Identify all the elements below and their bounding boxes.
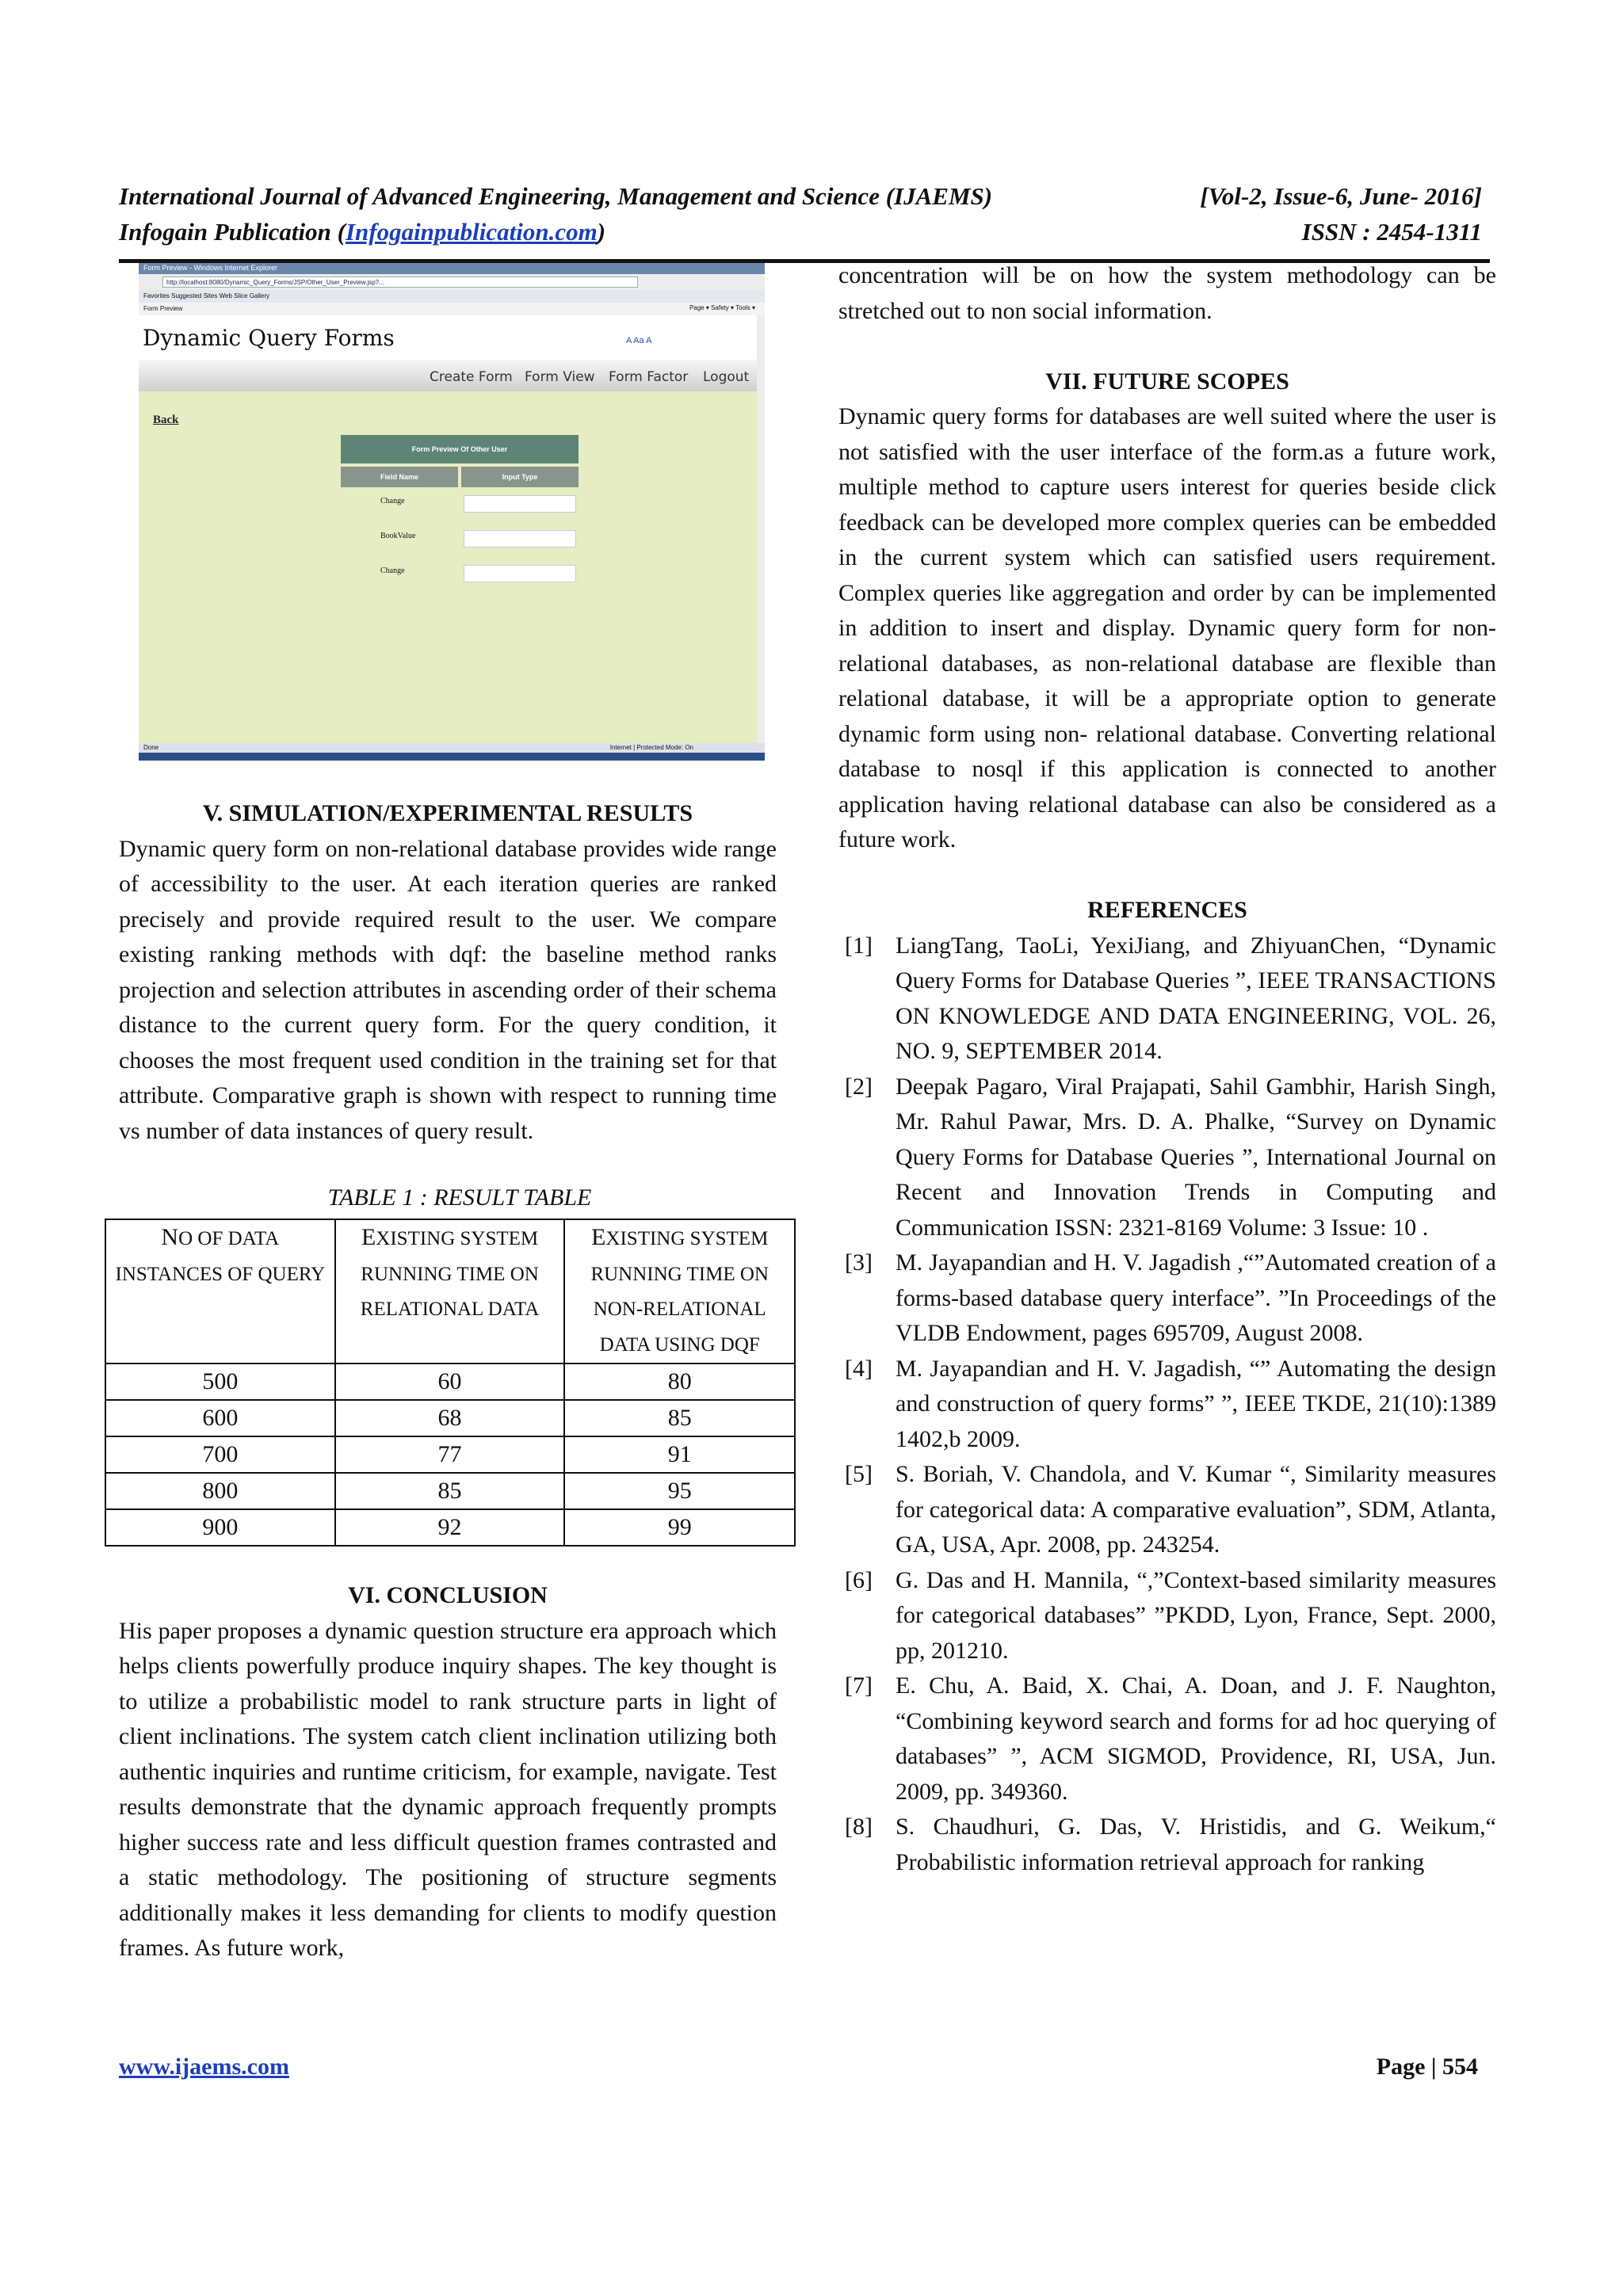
preview-header: Form Preview Of Other User <box>341 435 579 463</box>
reference-text: S. Boriah, V. Chandola, and V. Kumar “, Similarity measures for categorical data: A comparative evaluation”, SDM, Atlanta, GA, USA, Apr. 2008, pp. 243254. <box>896 1461 1496 1558</box>
table-cell: 92 <box>335 1509 565 1546</box>
preview-row <box>341 522 579 557</box>
reference-number: [3] <box>845 1249 873 1276</box>
browser-title-bar <box>139 263 765 274</box>
result-table <box>105 1219 796 1547</box>
reference-number: [7] <box>845 1672 873 1699</box>
browser-tab: Form Preview <box>139 303 765 315</box>
preview-columns <box>341 467 579 487</box>
table-cell: 85 <box>564 1400 795 1436</box>
table-header-cell: EXISTING SYSTEM RUNNING TIME ON RELATIONAL DATA <box>335 1219 565 1363</box>
reference-text: M. Jayapandian and H. V. Jagadish ,“”Automated creation of a forms-based database query interface”. ”In Proceedings of the VLDB Endowment, pages 695709, August 2008. <box>896 1249 1496 1346</box>
publisher-suffix: ) <box>597 218 606 246</box>
table-row <box>105 1436 795 1473</box>
web-page <box>139 315 757 743</box>
field-input <box>464 530 576 547</box>
table-row <box>105 1363 795 1400</box>
table-row <box>105 1473 795 1509</box>
section-body: His paper proposes a dynamic question structure era approach which helps clients powerfully produce inquiry shapes. The key thought is to utilize a probabilistic model to rank structure parts in light of client inclinations. The system catch client inclination utilizing both authentic inquiries and runtime criticism, for example, navigate. Test results demonstrate that the dynamic approach frequently prompts higher success rate and less difficult question frames contrasted and a static methodology. The positioning of structure segments additionally makes it less demanding for clients to modify question frames. As future work, <box>119 1617 777 1961</box>
font-size-controls: A Aa A <box>626 336 652 345</box>
back-link: Back <box>153 414 179 426</box>
reference-item <box>838 1352 1496 1458</box>
table-caption: TABLE 1 : RESULT TABLE <box>327 1184 592 1211</box>
reference-item <box>838 1070 1496 1246</box>
table-cell: 77 <box>335 1436 565 1473</box>
table-cell: 91 <box>564 1436 795 1473</box>
footer-site <box>119 2054 289 2081</box>
table-header-cell: NO OF DATA INSTANCES OF QUERY <box>105 1219 335 1363</box>
form-preview-table <box>341 435 579 592</box>
nav-form-view: Form View <box>525 369 595 385</box>
table-cell: 700 <box>105 1436 335 1473</box>
reference-item <box>838 1669 1496 1810</box>
table-cell: 99 <box>564 1509 795 1546</box>
section-simulation <box>119 796 777 1149</box>
section-conclusion <box>119 1578 777 1966</box>
table-cell: 900 <box>105 1509 335 1546</box>
reference-text: E. Chu, A. Baid, X. Chai, A. Doan, and J. F. Naughton, “Combining keyword search and forms for ad hoc querying of databases” ”, ACM SIGMOD, Providence, RI, USA, Jun. 2009, pp. 349360. <box>896 1672 1496 1805</box>
windows-taskbar <box>139 753 765 761</box>
journal-name: International Journal of Advanced Engineering, Management and Science (IJAEMS) <box>119 182 993 210</box>
nav-form-factor: Form Factor <box>609 369 689 385</box>
page-body <box>139 391 757 743</box>
running-header-journal <box>119 182 1482 211</box>
reference-text: S. Chaudhuri, G. Das, V. Hristidis, and G. Weikum,“ Probabilistic information retrieval approach for ranking <box>896 1814 1496 1875</box>
table-cell: 80 <box>564 1363 795 1400</box>
favorites-bar: Favorites Suggested Sites Web Slice Gallery <box>139 290 765 303</box>
table-cell: 95 <box>564 1473 795 1509</box>
field-input <box>464 565 576 582</box>
address-bar: http://localhost:8080/Dynamic_Query_Forms/JSP/Other_User_Preview.jsp?... <box>162 277 638 288</box>
references-list <box>838 929 1496 1881</box>
reference-item <box>838 1457 1496 1563</box>
reference-text: M. Jayapandian and H. V. Jagadish, “” Automating the design and construction of query forms” ”, IEEE TKDE, 21(10):1389 1402,b 2009. <box>896 1355 1496 1452</box>
section-body: Dynamic query form on non-relational database provides wide range of accessibility to the user. At each iteration queries are ranked precisely and provide required result to the user. We compare existing ranking methods with dqf: the baseline method ranks projection and selection attributes in ascending order of their schema distance to the current query form. For the query condition, it chooses the most frequent used condition in the training set for that attribute. Comparative graph is shown with respect to running time vs number of data instances of query result. <box>119 835 777 1144</box>
table-cell: 68 <box>335 1400 565 1436</box>
footer-page: Page | 554 <box>1376 2054 1478 2080</box>
publisher-prefix: Infogain Publication ( <box>119 218 346 246</box>
table-row <box>105 1509 795 1546</box>
reference-number: [4] <box>845 1355 873 1382</box>
continued-text: concentration will be on how the system methodology can be stretched out to non social information. <box>838 262 1496 324</box>
table-cell: 800 <box>105 1473 335 1509</box>
publisher-link[interactable]: Infogainpublication.com <box>345 218 598 246</box>
reference-text: Deepak Pagaro, Viral Prajapati, Sahil Gambhir, Harish Singh, Mr. Rahul Pawar, Mrs. D. A. Phalke, “Survey on Dynamic Query Forms for Database Queries ”, International Journal on Recent and Innovation Trends in Computing and Communication ISSN: 2321-8169 Volume: 3 Issue: 10 . <box>896 1073 1496 1241</box>
preview-row <box>341 557 579 592</box>
table-cell: 600 <box>105 1400 335 1436</box>
nav-logout: Logout <box>703 369 750 385</box>
references-heading: REFERENCES <box>1087 897 1247 923</box>
browser-status-bar <box>139 743 765 753</box>
volume-info: [Vol-2, Issue-6, June- 2016] <box>1200 182 1482 210</box>
table-cell: 500 <box>105 1363 335 1400</box>
reference-text: LiangTang, TaoLi, YexiJiang, and ZhiyuanChen, “Dynamic Query Forms for Database Queries ”, IEEE TRANSACTIONS ON KNOWLEDGE AND DATA ENGINEERING, VOL. 26, NO. 9, SEPTEMBER 2014. <box>896 932 1496 1064</box>
reference-item <box>838 929 1496 1070</box>
section-heading: VII. FUTURE SCOPES <box>1045 368 1289 395</box>
table-header-cell: EXISTING SYSTEM RUNNING TIME ON NON-RELATIONAL DATA USING DQF <box>564 1219 795 1363</box>
page-nav <box>139 360 757 391</box>
window-title: Form Preview - Windows Internet Explorer <box>143 264 278 272</box>
table-cell: 85 <box>335 1473 565 1509</box>
col-input-type: Input Type <box>461 467 579 487</box>
table-row <box>105 1400 795 1436</box>
reference-text: G. Das and H. Mannila, “,”Context-based similarity measures for categorical databases” ”PKDD, Lyon, France, Sept. 2000, pp, 201210. <box>896 1566 1496 1664</box>
field-label: Change <box>380 497 405 505</box>
field-label: Change <box>380 566 405 575</box>
section-heading: VI. CONCLUSION <box>348 1582 548 1608</box>
field-label: BookValue <box>380 532 416 540</box>
right-column <box>838 258 1496 1880</box>
reference-item <box>838 1245 1496 1352</box>
reference-item <box>838 1563 1496 1669</box>
reference-number: [2] <box>845 1073 873 1100</box>
browser-tools: Page ▾ Safety ▾ Tools ▾ <box>689 304 755 311</box>
table-header-row <box>105 1219 795 1363</box>
section-body: Dynamic query forms for databases are well suited where the user is not satisfied with the user interface of the form.as a future work, multiple method to capture users interest for queries beside click feedback can be developed more complex queries can be embedded in the current system which can satisfied users requirement. Complex queries like aggregation and order by can be implemented in addition to insert and display. Dynamic query form for non-relational databases, as non-relational database are flexible than relational database, it will be a appropriate option to generate dynamic form using non- relational database. Converting relational database to nosql if this application is connected to another application having relational database can also be considered as a future work. <box>838 403 1496 852</box>
field-input <box>464 495 576 513</box>
reference-number: [1] <box>845 932 873 959</box>
running-header-publisher <box>119 218 1482 246</box>
preview-row <box>341 487 579 522</box>
status-zone: Internet | Protected Mode: On <box>609 744 693 751</box>
reference-item <box>838 1810 1496 1880</box>
reference-number: [5] <box>845 1461 873 1487</box>
reference-number: [8] <box>845 1814 873 1840</box>
reference-number: [6] <box>845 1566 873 1593</box>
page-title: Dynamic Query Forms <box>143 325 395 351</box>
footer-link[interactable]: www.ijaems.com <box>119 2054 289 2080</box>
col-field-name: Field Name <box>341 467 458 487</box>
issn: ISSN : 2454-1311 <box>1301 218 1482 246</box>
screenshot-figure <box>139 263 765 761</box>
section-heading: V. SIMULATION/EXPERIMENTAL RESULTS <box>202 800 693 826</box>
status-text: Done <box>143 744 159 751</box>
nav-create-form: Create Form <box>430 369 513 385</box>
table-cell: 60 <box>335 1363 565 1400</box>
